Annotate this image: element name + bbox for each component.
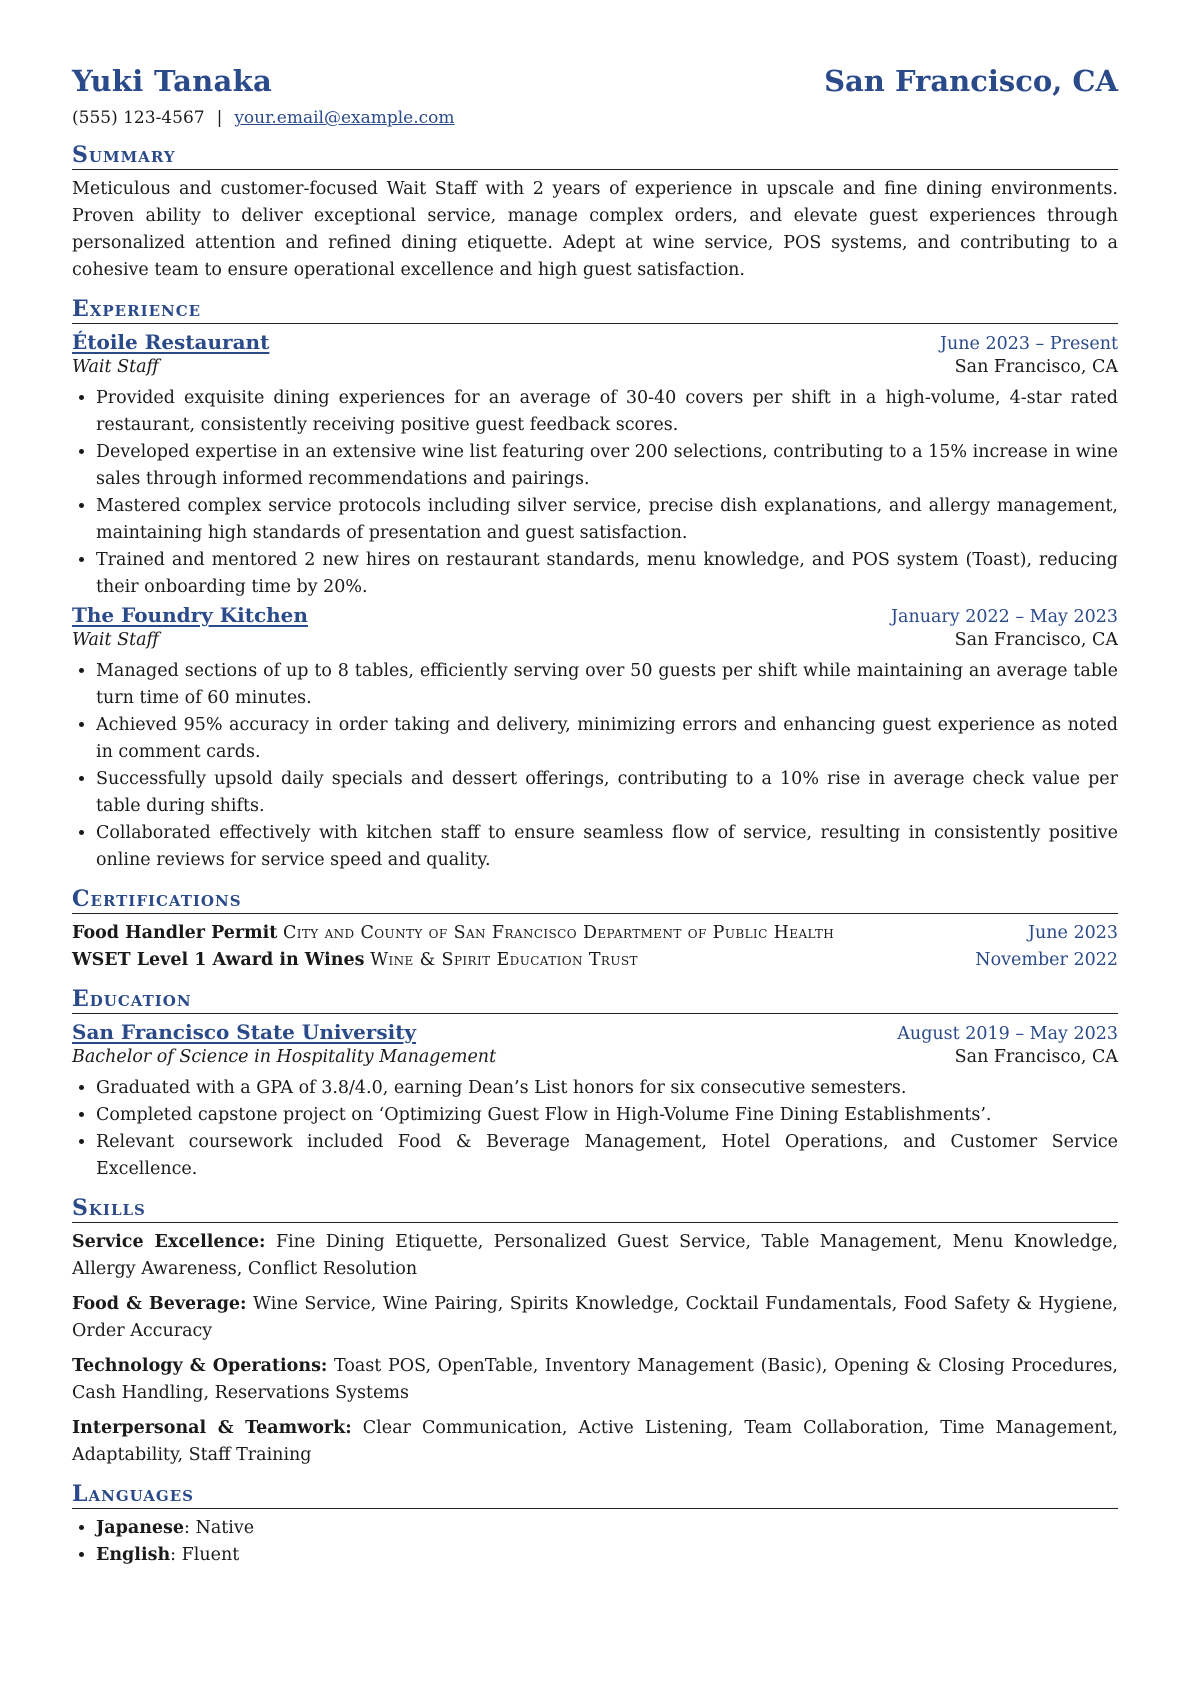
- job-bullet: • Collaborated effectively with kitchen staff to ensure seamless flow of service, resulting in consistently positive online reviews for service speed and quality.: [96, 820, 1118, 874]
- job-role: Wait Staff: [72, 357, 159, 377]
- company-name[interactable]: Étoile Restaurant: [72, 330, 270, 354]
- job-bullet: • Trained and mentored 2 new hires on restaurant standards, menu knowledge, and POS system (Toast), reducing their onboarding time by 20%.: [96, 547, 1118, 601]
- education-bullet: • Relevant coursework included Food & Beverage Management, Hotel Operations, and Customer Service Excellence.: [96, 1129, 1118, 1183]
- skill-group: [72, 1229, 1118, 1283]
- education-location: San Francisco, CA: [954, 1047, 1118, 1067]
- skills-heading: Skills: [72, 1195, 1118, 1223]
- job-entry: [72, 330, 1118, 601]
- job-header: [72, 330, 1118, 354]
- skill-group: [72, 1415, 1118, 1469]
- certification-name: Food Handler Permit: [72, 923, 278, 943]
- phone-number: (555) 123-4567: [72, 108, 205, 128]
- job-bullet: • Successfully upsold daily specials and dessert offerings, contributing to a 10% rise in average check value per table during shifts.: [96, 766, 1118, 820]
- resume-header: [72, 64, 1118, 98]
- school-name[interactable]: San Francisco State University: [72, 1020, 417, 1044]
- job-location: San Francisco, CA: [954, 630, 1118, 650]
- company-name[interactable]: The Foundry Kitchen: [72, 603, 308, 627]
- job-dates: June 2023 – Present: [939, 334, 1118, 354]
- certification-text: [72, 947, 638, 974]
- job-entry: [72, 603, 1118, 874]
- skill-label: Interpersonal & Teamwork:: [72, 1418, 352, 1438]
- job-subheader: [72, 630, 1118, 650]
- language-name: Japanese: [96, 1518, 185, 1538]
- skill-group: [72, 1291, 1118, 1345]
- language-item: [96, 1542, 1118, 1569]
- certification-issuer: Wine & Spirit Education Trust: [370, 950, 638, 970]
- skill-list: Wine Service, Wine Pairing, Spirits Knowledge, Cocktail Fundamentals, Food Safety & Hygiene, Order Accuracy: [72, 1294, 1118, 1341]
- education-heading: Education: [72, 986, 1118, 1014]
- certification-name: WSET Level 1 Award in Wines: [72, 950, 365, 970]
- education-bullets: [72, 1075, 1118, 1183]
- job-location: San Francisco, CA: [954, 357, 1118, 377]
- contact-separator: |: [216, 108, 223, 128]
- certification-date: November 2022: [975, 950, 1118, 970]
- job-bullet: • Managed sections of up to 8 tables, efficiently serving over 50 guests per shift while maintaining an average table turn time of 60 minutes.: [96, 658, 1118, 712]
- job-header: [72, 603, 1118, 627]
- skill-label: Technology & Operations:: [72, 1356, 328, 1376]
- experience-heading: Experience: [72, 296, 1118, 324]
- job-bullet: • Mastered complex service protocols including silver service, precise dish explanations, and allergy management, maintaining high standards of presentation and guest satisfaction.: [96, 493, 1118, 547]
- degree-name: Bachelor of Science in Hospitality Management: [72, 1047, 497, 1067]
- education-subheader: [72, 1047, 1118, 1067]
- email-link[interactable]: your.email@example.com: [234, 108, 455, 128]
- languages-heading: Languages: [72, 1481, 1118, 1509]
- job-bullet: • Developed expertise in an extensive wine list featuring over 200 selections, contributing to a 15% increase in wine sales through informed recommendations and pairings.: [96, 439, 1118, 493]
- skill-list: Clear Communication, Active Listening, Team Collaboration, Time Management, Adaptability, Staff Training: [72, 1418, 1118, 1465]
- language-item: [96, 1515, 1118, 1542]
- summary-heading: Summary: [72, 142, 1118, 170]
- job-bullet: • Provided exquisite dining experiences for an average of 30-40 covers per shift in a high-volume, 4-star rated restaurant, consistently receiving positive guest feedback scores.: [96, 385, 1118, 439]
- skill-list: Toast POS, OpenTable, Inventory Management (Basic), Opening & Closing Procedures, Cash Handling, Reservations Systems: [72, 1356, 1118, 1403]
- certifications-heading: Certifications: [72, 886, 1118, 914]
- certification-item: [72, 920, 1118, 947]
- education-bullet: • Completed capstone project on ‘Optimizing Guest Flow in High-Volume Fine Dining Establishments’.: [96, 1102, 1118, 1129]
- candidate-location: San Francisco, CA: [824, 64, 1118, 98]
- job-bullets: [72, 385, 1118, 601]
- language-level: : Fluent: [170, 1545, 240, 1565]
- language-level: : Native: [184, 1518, 255, 1538]
- certification-date: June 2023: [1027, 923, 1118, 943]
- skill-list: Fine Dining Etiquette, Personalized Guest Service, Table Management, Menu Knowledge, Allergy Awareness, Conflict Resolution: [72, 1232, 1118, 1279]
- contact-line: [72, 108, 1118, 128]
- job-dates: January 2022 – May 2023: [891, 607, 1118, 627]
- job-bullet: • Achieved 95% accuracy in order taking and delivery, minimizing errors and enhancing guest experience as noted in comment cards.: [96, 712, 1118, 766]
- summary-text: Meticulous and customer-focused Wait Staff with 2 years of experience in upscale and fine dining environments. Proven ability to deliver exceptional service, manage complex orders, and elevate guest experiences through personalized attention and refined dining etiquette. Adept at wine service, POS systems, and contributing to a cohesive team to ensure operational excellence and high guest satisfaction.: [72, 179, 1118, 280]
- skill-label: Food & Beverage:: [72, 1294, 247, 1314]
- job-bullets: [72, 658, 1118, 874]
- skill-label: Service Excellence:: [72, 1232, 266, 1252]
- candidate-name: Yuki Tanaka: [72, 64, 273, 98]
- job-role: Wait Staff: [72, 630, 159, 650]
- languages-list: [72, 1515, 1118, 1569]
- certification-item: [72, 947, 1118, 974]
- language-name: English: [96, 1545, 171, 1565]
- education-dates: August 2019 – May 2023: [897, 1024, 1118, 1044]
- certification-text: [72, 920, 834, 947]
- skill-group: [72, 1353, 1118, 1407]
- job-subheader: [72, 357, 1118, 377]
- education-bullet: • Graduated with a GPA of 3.8/4.0, earning Dean’s List honors for six consecutive semesters.: [96, 1075, 1118, 1102]
- certification-issuer: City and County of San Francisco Department of Public Health: [282, 923, 835, 943]
- education-header: [72, 1020, 1118, 1044]
